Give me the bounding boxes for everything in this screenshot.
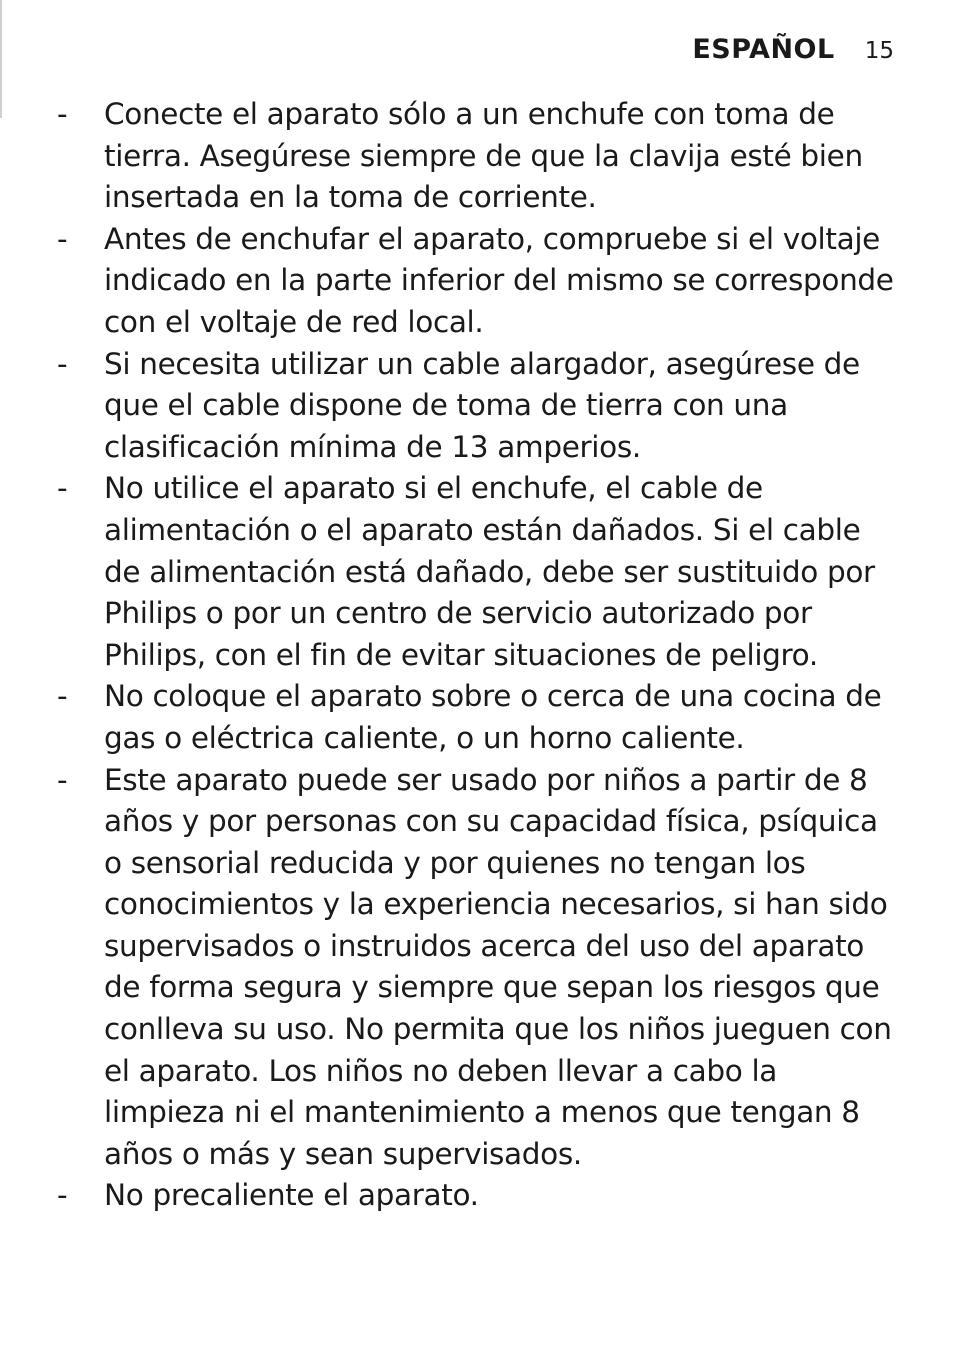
- safety-warning-list: [57, 94, 902, 1217]
- page-number: 15: [864, 38, 894, 64]
- list-item: [57, 219, 902, 344]
- list-item: [57, 344, 902, 469]
- list-item: [57, 468, 902, 676]
- bullet-dash: -: [57, 679, 68, 714]
- list-item: [57, 94, 902, 219]
- list-item: [57, 760, 902, 1176]
- section-title: ESPAÑOL: [692, 34, 835, 65]
- list-item: [57, 676, 902, 759]
- bullet-dash: -: [57, 97, 68, 131]
- warning-text: No coloque el aparato sobre o cerca de una cocina de gas o eléctrica caliente, o un horno caliente.: [104, 679, 882, 755]
- page-edge-mark: [0, 0, 2, 118]
- warning-text: Este aparato puede ser usado por niños a partir de 8 años y por personas con su capacidad física, psíquica o sensorial reducida y por quienes no tengan los conocimientos y la experiencia necesarios, si han sido supervisados o instruidos acerca del uso del aparato de forma segura y siempre que sepan los riesgos que conlleva su uso. No permita que los niños jueguen con el aparato. Los niños no deben llevar a cabo la limpieza ni el mantenimiento a menos que tengan 8 años o más y sean supervisados.: [104, 762, 892, 1171]
- warning-text: No precaliente el aparato.: [104, 1178, 479, 1213]
- bullet-dash: -: [57, 221, 68, 256]
- page-header: [692, 34, 894, 65]
- warning-text: Conecte el aparato sólo a un enchufe con toma de tierra. Asegúrese siempre de que la clavija esté bien insertada en la toma de corriente.: [104, 97, 863, 215]
- bullet-dash: -: [57, 346, 68, 381]
- warning-text: Si necesita utilizar un cable alargador, asegúrese de que el cable dispone de toma de tierra con una clasificación mínima de 13 amperios.: [104, 346, 860, 464]
- warning-text: No utilice el aparato si el enchufe, el cable de alimentación o el aparato están dañados. Si el cable de alimentación está dañado, debe ser sustituido por Philips o por un centro de servicio autorizado por Philips, con el fin de evitar situaciones de peligro.: [104, 471, 875, 672]
- bullet-dash: -: [57, 471, 68, 506]
- bullet-dash: -: [57, 1178, 68, 1213]
- bullet-dash: -: [57, 762, 68, 797]
- warning-text: Antes de enchufar el aparato, compruebe si el voltaje indicado en la parte inferior del mismo se corresponde con el voltaje de red local.: [104, 221, 894, 339]
- list-item: [57, 1175, 902, 1217]
